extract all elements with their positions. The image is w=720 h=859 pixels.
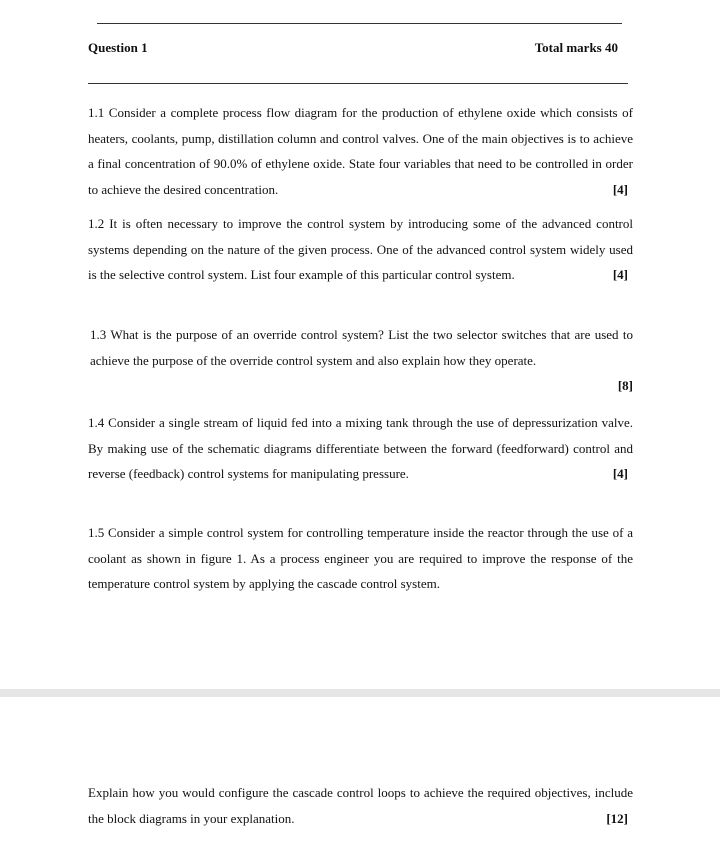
question-1-4-text: 1.4 Consider a single stream of liquid fed into a mixing tank through the use of depressurization valve. By making use of the schematic diagrams differentiate between the forward (feedforward) control and reverse (feedback) control systems for manipulating pressure. <box>88 415 633 482</box>
question-1-2-text: 1.2 It is often necessary to improve the control system by introducing some of the advanced control systems depending on the nature of the given process. One of the advanced control system widely used is the selective control system. List four example of this particular control system. <box>88 216 633 283</box>
top-divider <box>97 23 622 24</box>
header-divider <box>88 83 628 84</box>
document-page-2 <box>0 697 720 859</box>
question-1-5-marks: [12] <box>606 810 628 826</box>
question-1-1-text: 1.1 Consider a complete process flow diagram for the production of ethylene oxide which consists of heaters, coolants, pump, distillation column and control valves. One of the main objectives is to achieve a final concentration of 90.0% of ethylene oxide. State four variables that need to be controlled in order to achieve the desired concentration. <box>88 105 633 197</box>
question-1-5 <box>88 520 633 597</box>
question-1-4-marks: [4] <box>612 466 628 482</box>
question-1-1 <box>88 100 633 202</box>
question-1-5-continuation <box>88 780 633 831</box>
page-separator <box>0 689 720 697</box>
question-1-3-text: 1.3 What is the purpose of an override control system? List the two selector switches that are used to achieve the purpose of the override control system and also explain how they operate. <box>90 327 633 368</box>
question-1-2-marks: [4] <box>612 267 628 283</box>
total-marks: Total marks 40 <box>534 40 618 55</box>
question-1-1-marks: [4] <box>612 181 628 197</box>
question-1-2 <box>88 211 633 288</box>
question-1-4 <box>88 410 633 487</box>
question-1-5-text: 1.5 Consider a simple control system for controlling temperature inside the reactor through the use of a coolant as shown in figure 1. As a process engineer you are required to improve the response of the temperature control system by applying the cascade control system. <box>88 525 633 592</box>
question-1-3 <box>90 322 633 399</box>
question-label: Question 1 <box>88 40 148 55</box>
question-1-3-marks: [8] <box>617 378 633 394</box>
question-1-5-continuation-text: Explain how you would configure the cascade control loops to achieve the required objectives, include the block diagrams in your explanation. <box>88 785 633 826</box>
